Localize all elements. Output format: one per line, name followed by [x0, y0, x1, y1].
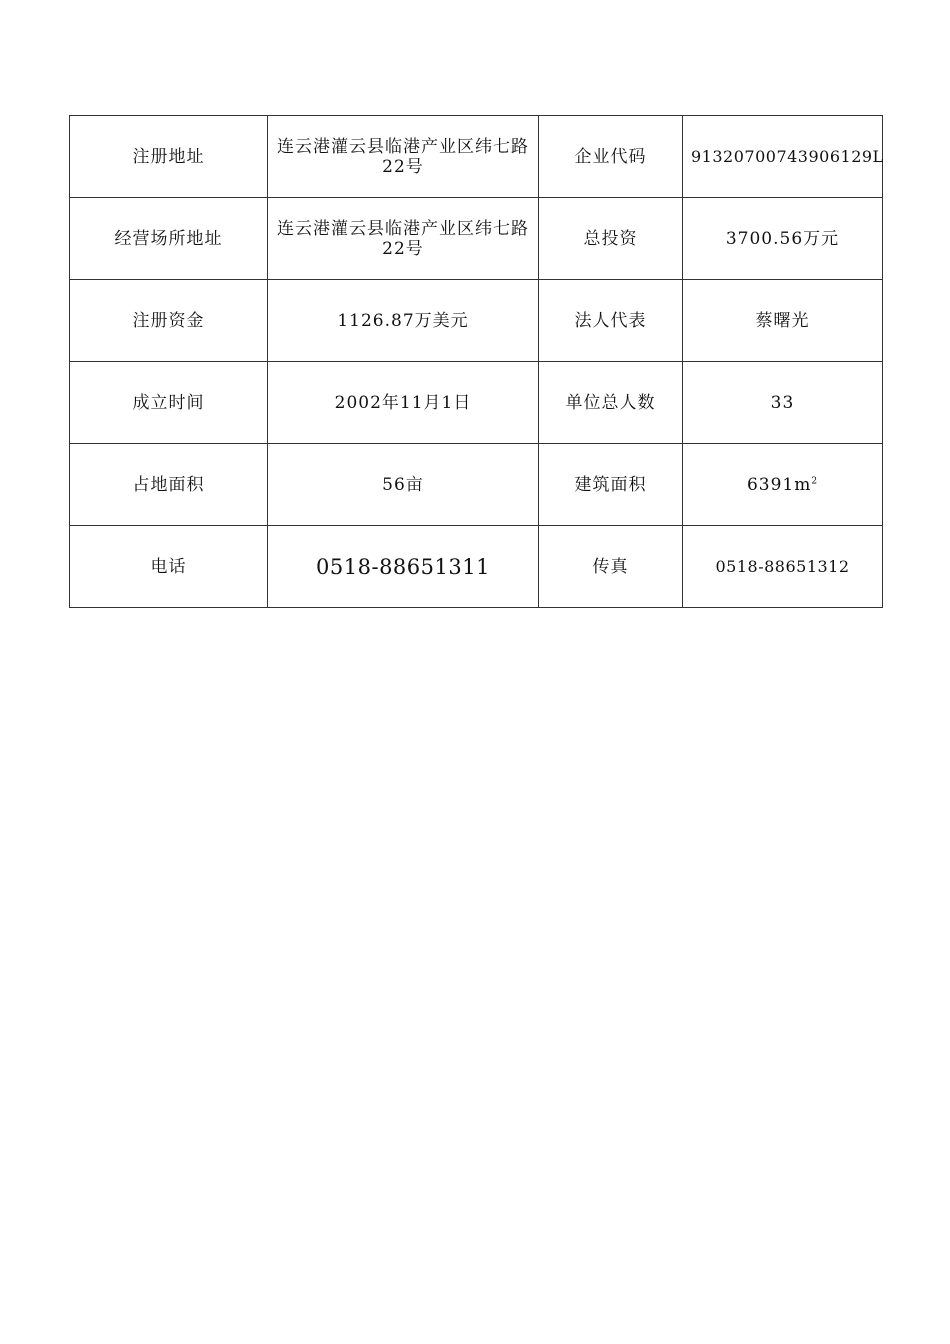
label-business-address: 经营场所地址 — [70, 198, 268, 280]
label-established-date: 成立时间 — [70, 362, 268, 444]
label-telephone: 电话 — [70, 526, 268, 608]
label-building-area: 建筑面积 — [539, 444, 683, 526]
square-superscript: 2 — [811, 475, 819, 486]
building-area-number: 6391m — [746, 474, 812, 495]
label-fax: 传真 — [539, 526, 683, 608]
value-business-address: 连云港灌云县临港产业区纬七路22号 — [268, 198, 539, 280]
table-row — [70, 116, 883, 198]
value-total-investment: 3700.56万元 — [683, 198, 883, 280]
table-row — [70, 362, 883, 444]
value-registered-address: 连云港灌云县临港产业区纬七路22号 — [268, 116, 539, 198]
label-registered-capital: 注册资金 — [70, 280, 268, 362]
value-land-area: 56亩 — [268, 444, 539, 526]
company-info-table — [69, 115, 883, 608]
label-total-employees: 单位总人数 — [539, 362, 683, 444]
label-total-investment: 总投资 — [539, 198, 683, 280]
value-established-date: 2002年11月1日 — [268, 362, 539, 444]
label-legal-representative: 法人代表 — [539, 280, 683, 362]
value-fax: 0518-88651312 — [683, 526, 883, 608]
label-land-area: 占地面积 — [70, 444, 268, 526]
table-row — [70, 526, 883, 608]
value-enterprise-code: 91320700743906129L — [683, 116, 883, 198]
table-row — [70, 280, 883, 362]
value-total-employees: 33 — [683, 362, 883, 444]
table-row — [70, 444, 883, 526]
value-building-area — [683, 444, 883, 526]
label-registered-address: 注册地址 — [70, 116, 268, 198]
value-telephone: 0518-88651311 — [268, 526, 539, 608]
value-registered-capital: 1126.87万美元 — [268, 280, 539, 362]
value-legal-representative: 蔡曙光 — [683, 280, 883, 362]
label-enterprise-code: 企业代码 — [539, 116, 683, 198]
table-row — [70, 198, 883, 280]
